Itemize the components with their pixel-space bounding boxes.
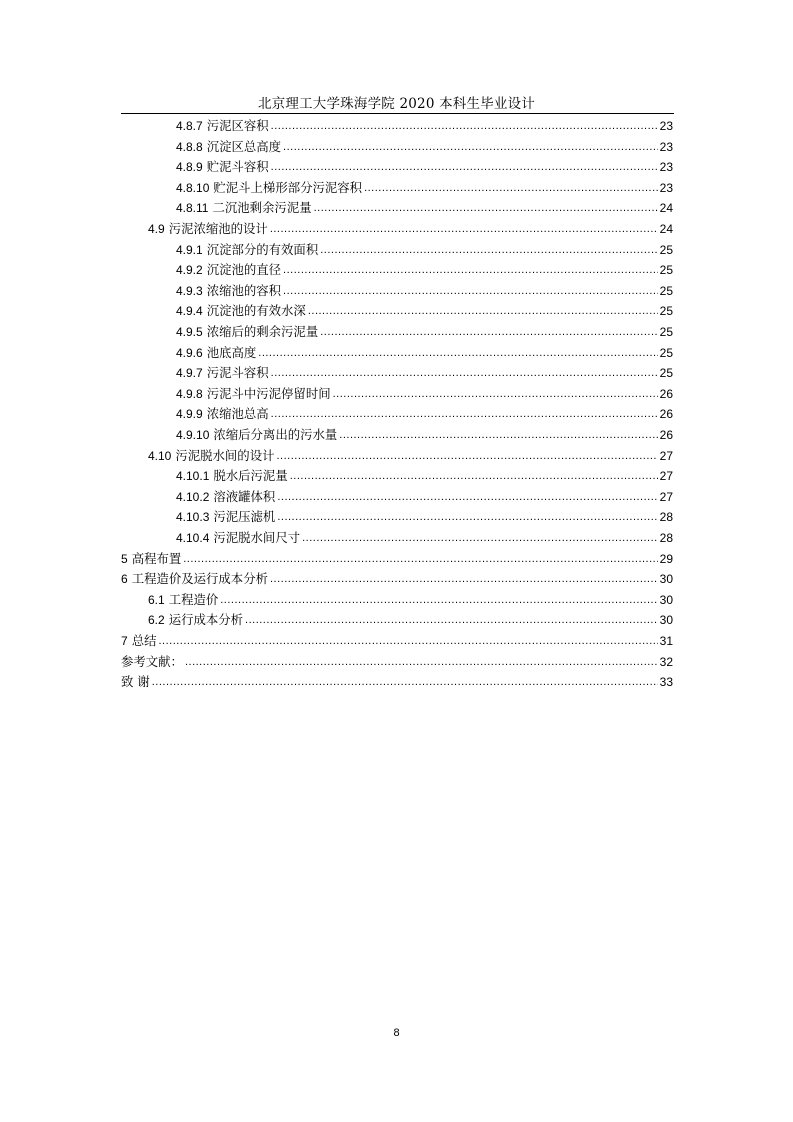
toc-entry-number: 4.9.1 (176, 242, 203, 257)
toc-entry-number: 6.2 (148, 613, 165, 628)
toc-entry[interactable] (176, 507, 673, 528)
toc-entry-page: 23 (659, 119, 673, 133)
toc-entry-number: 4.8.9 (176, 160, 203, 175)
toc-entry[interactable] (148, 590, 673, 611)
toc-entry-title: 贮泥斗容积 (206, 159, 269, 175)
toc-entry[interactable] (121, 672, 673, 693)
toc-leader-dots (283, 137, 658, 158)
toc-leader-dots (333, 384, 658, 405)
toc-entry-title: 污泥浓缩池的设计 (168, 221, 268, 236)
toc-entry-number: 4.9.9 (176, 407, 203, 422)
toc-entry-page: 29 (659, 551, 673, 566)
toc-entry-title: 浓缩池总高 (206, 406, 269, 422)
toc-entry-page: 24 (659, 201, 673, 216)
toc-leader-dots (271, 404, 658, 425)
toc-leader-dots (320, 322, 657, 343)
toc-entry[interactable] (176, 281, 673, 302)
toc-entry[interactable] (176, 425, 673, 446)
toc-leader-dots (220, 590, 657, 611)
toc-entry-title: 贮泥斗上梯形部分污泥容积 (213, 179, 363, 195)
toc-entry-title: 浓缩后的剩余污泥量 (206, 324, 319, 339)
toc-entry-page: 27 (659, 448, 673, 463)
toc-entry-number: 4.9.3 (176, 283, 203, 298)
toc-entry[interactable] (121, 569, 673, 590)
toc-entry-page: 33 (659, 675, 673, 690)
toc-entry-number: 4.8.10 (176, 180, 210, 195)
toc-entry[interactable] (121, 652, 673, 673)
toc-entry-title: 污泥斗容积 (206, 365, 269, 381)
toc-entry-title: 高程布置 (131, 550, 182, 566)
toc-entry-number: 4.10.4 (176, 531, 210, 545)
toc-leader-dots (158, 631, 657, 652)
toc-leader-dots (302, 528, 658, 549)
toc-entry-title: 沉淀部分的有效面积 (206, 241, 319, 257)
toc-entry-number: 4.9.2 (176, 263, 203, 278)
toc-entry-number: 4.10.1 (176, 469, 210, 484)
toc-entry-number: 4.9.10 (176, 428, 210, 442)
toc-leader-dots (314, 198, 658, 219)
toc-entry-title: 脱水后污泥量 (213, 468, 288, 484)
toc-leader-dots (283, 260, 658, 281)
toc-entry-number: 4.10.3 (176, 510, 210, 525)
page-header: 北京理工大学珠海学院 2020 本科生毕业设计 (257, 96, 536, 112)
toc-entry-page: 28 (659, 531, 673, 545)
toc-entry-title: 致 谢 (121, 674, 150, 690)
toc-entry-number: 6 (121, 572, 128, 587)
toc-entry-page: 26 (659, 428, 673, 442)
toc-entry[interactable] (176, 240, 673, 261)
toc-entry[interactable] (148, 610, 673, 631)
toc-entry[interactable] (176, 528, 673, 549)
toc-entry-page: 25 (659, 325, 673, 339)
toc-leader-dots (276, 446, 657, 467)
toc-leader-dots (185, 652, 658, 673)
toc-entry[interactable] (176, 260, 673, 281)
toc-entry[interactable] (176, 301, 673, 322)
toc-entry[interactable] (176, 487, 673, 508)
toc-entry-page: 26 (659, 386, 673, 401)
toc-entry-title: 池底高度 (206, 344, 257, 360)
toc-entry-page: 23 (659, 180, 673, 195)
toc-entry-title: 沉淀区总高度 (206, 138, 282, 154)
toc-entry-title: 溶液罐体积 (213, 488, 276, 504)
toc-entry-page: 25 (659, 283, 673, 298)
page-number: 8 (393, 1027, 400, 1039)
toc-leader-dots (271, 363, 658, 384)
toc-entry[interactable] (176, 343, 673, 364)
toc-leader-dots (152, 672, 658, 693)
toc-entry-page: 24 (659, 222, 673, 236)
toc-leader-dots (183, 549, 657, 570)
toc-leader-dots (277, 487, 657, 508)
toc-entry[interactable] (176, 137, 673, 158)
toc-entry-page: 27 (659, 489, 673, 504)
toc-leader-dots (277, 507, 657, 528)
toc-entry-title: 浓缩后分离出的污水量 (213, 427, 338, 442)
toc-entry[interactable] (176, 116, 673, 137)
toc-leader-dots (271, 157, 658, 178)
toc-entry-number: 4.9.7 (176, 366, 203, 381)
toc-entry[interactable] (148, 446, 673, 467)
toc-entry-number: 4.9 (148, 222, 165, 236)
toc-entry-title: 浓缩池的容积 (206, 282, 282, 298)
toc-entry[interactable] (176, 157, 673, 178)
toc-entry-number: 4.9.8 (176, 386, 203, 401)
toc-entry[interactable] (176, 384, 673, 405)
header-rule (121, 113, 674, 114)
toc-entry-page: 25 (659, 304, 673, 319)
toc-entry-page: 25 (659, 242, 673, 257)
toc-entry-title: 工程造价及运行成本分析 (131, 571, 268, 587)
toc-entry-title: 工程造价 (168, 591, 219, 607)
toc-entry-number: 4.9.5 (176, 325, 203, 339)
toc-entry-title: 二沉池剩余污泥量 (212, 200, 312, 216)
toc-entry[interactable] (176, 363, 673, 384)
toc-entry-title: 沉淀池的直径 (206, 262, 282, 278)
toc-entry-number: 4.9.6 (176, 345, 203, 360)
toc-leader-dots (270, 569, 658, 590)
toc-leader-dots (364, 178, 658, 199)
toc-leader-dots (290, 466, 658, 487)
toc-entry-page: 25 (659, 263, 673, 278)
toc-entry[interactable] (176, 322, 673, 343)
toc-entry-number: 4.10.2 (176, 489, 210, 504)
toc-leader-dots (320, 240, 657, 261)
toc-entry-title: 参考文献： (121, 653, 183, 669)
toc-entry-title: 污泥压滤机 (213, 509, 276, 525)
toc-leader-dots (270, 219, 658, 240)
toc-entry-title: 污泥斗中污泥停留时间 (206, 385, 331, 401)
toc-entry-title: 沉淀池的有效水深 (206, 303, 306, 319)
toc-entry-page: 30 (659, 592, 673, 607)
toc-entry-number: 7 (121, 634, 128, 648)
toc-leader-dots (258, 343, 657, 364)
toc-entry-number: 5 (121, 551, 128, 566)
toc-entry-page: 30 (659, 572, 673, 587)
toc-leader-dots (271, 116, 658, 137)
toc-entry-title: 污泥区容积 (206, 118, 269, 133)
toc-entry-title: 污泥脱水间的设计 (175, 447, 275, 463)
toc-entry[interactable] (176, 404, 673, 425)
toc-entry-page: 25 (659, 366, 673, 381)
toc-entry-title: 运行成本分析 (168, 612, 244, 628)
toc-entry-page: 32 (659, 654, 673, 669)
toc-leader-dots (339, 425, 657, 446)
toc-entry-page: 23 (659, 139, 673, 154)
toc-entry-page: 26 (659, 407, 673, 422)
toc-entry[interactable] (176, 466, 673, 487)
toc-entry-number: 4.10 (148, 448, 172, 463)
toc-entry-page: 31 (659, 634, 673, 648)
toc-entry-page: 23 (659, 160, 673, 175)
toc-entry-page: 27 (659, 469, 673, 484)
toc-entry-number: 4.8.7 (176, 119, 203, 133)
toc-leader-dots (308, 301, 658, 322)
toc-entry-title: 污泥脱水间尺寸 (213, 530, 301, 545)
toc-leader-dots (245, 610, 658, 631)
toc-entry-title: 总结 (131, 633, 157, 648)
toc-entry-number: 4.9.4 (176, 304, 203, 319)
toc-entry-page: 28 (659, 510, 673, 525)
toc-entry-number: 6.1 (148, 592, 165, 607)
toc-entry[interactable] (176, 198, 673, 219)
toc-entry-page: 25 (659, 345, 673, 360)
toc-entry-number: 4.8.8 (176, 139, 203, 154)
toc-entry[interactable] (121, 549, 673, 570)
toc-entry-number: 4.8.11 (176, 201, 209, 216)
toc-entry[interactable] (148, 219, 673, 240)
toc-entry[interactable] (176, 178, 673, 199)
toc-entry[interactable] (121, 631, 673, 652)
toc-leader-dots (283, 281, 658, 302)
toc-entry-page: 30 (659, 613, 673, 628)
